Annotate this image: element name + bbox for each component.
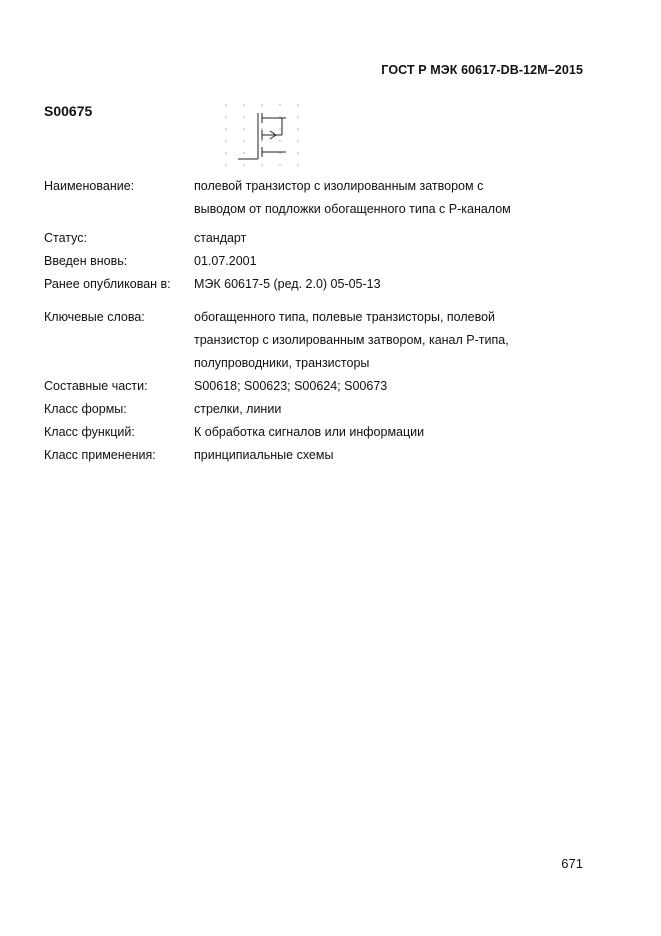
symbol-code-title: S00675 <box>44 103 93 119</box>
document-header-id: ГОСТ Р МЭК 60617-DB-12M–2015 <box>381 63 583 77</box>
p-channel-enhancement-igfet-icon <box>222 101 302 169</box>
field-status-value: стандарт <box>194 231 247 245</box>
field-function-class-label: Класс функций: <box>44 425 135 439</box>
field-application-class-value: принципиальные схемы <box>194 448 334 462</box>
field-status-label: Статус: <box>44 231 87 245</box>
field-published-value: МЭК 60617-5 (ред. 2.0) 05-05-13 <box>194 277 381 291</box>
page-number: 671 <box>561 856 583 871</box>
field-keywords-value-line-2: транзистор с изолированным затвором, канал Р-типа, <box>194 333 509 347</box>
field-introduced-label: Введен вновь: <box>44 254 128 268</box>
field-published-label: Ранее опубликован в: <box>44 277 171 291</box>
field-parts-value: S00618; S00623; S00624; S00673 <box>194 379 388 393</box>
field-function-class-value: К обработка сигналов или информации <box>194 425 425 439</box>
field-keywords-label: Ключевые слова: <box>44 310 145 324</box>
field-name-value-line-2: выводом от подложки обогащенного типа с Р-каналом <box>194 202 511 216</box>
field-shape-class-value: стрелки, линии <box>194 402 282 416</box>
field-keywords-value-line-1: обогащенного типа, полевые транзисторы, полевой <box>194 310 496 324</box>
field-keywords-value-line-3: полупроводники, транзисторы <box>194 356 370 370</box>
field-parts-label: Составные части: <box>44 379 148 393</box>
field-name-label: Наименование: <box>44 179 135 193</box>
field-application-class-label: Класс применения: <box>44 448 156 462</box>
field-introduced-value: 01.07.2001 <box>194 254 257 268</box>
field-shape-class-label: Класс формы: <box>44 402 127 416</box>
field-name-value-line-1: полевой транзистор с изолированным затвором с <box>194 179 484 193</box>
